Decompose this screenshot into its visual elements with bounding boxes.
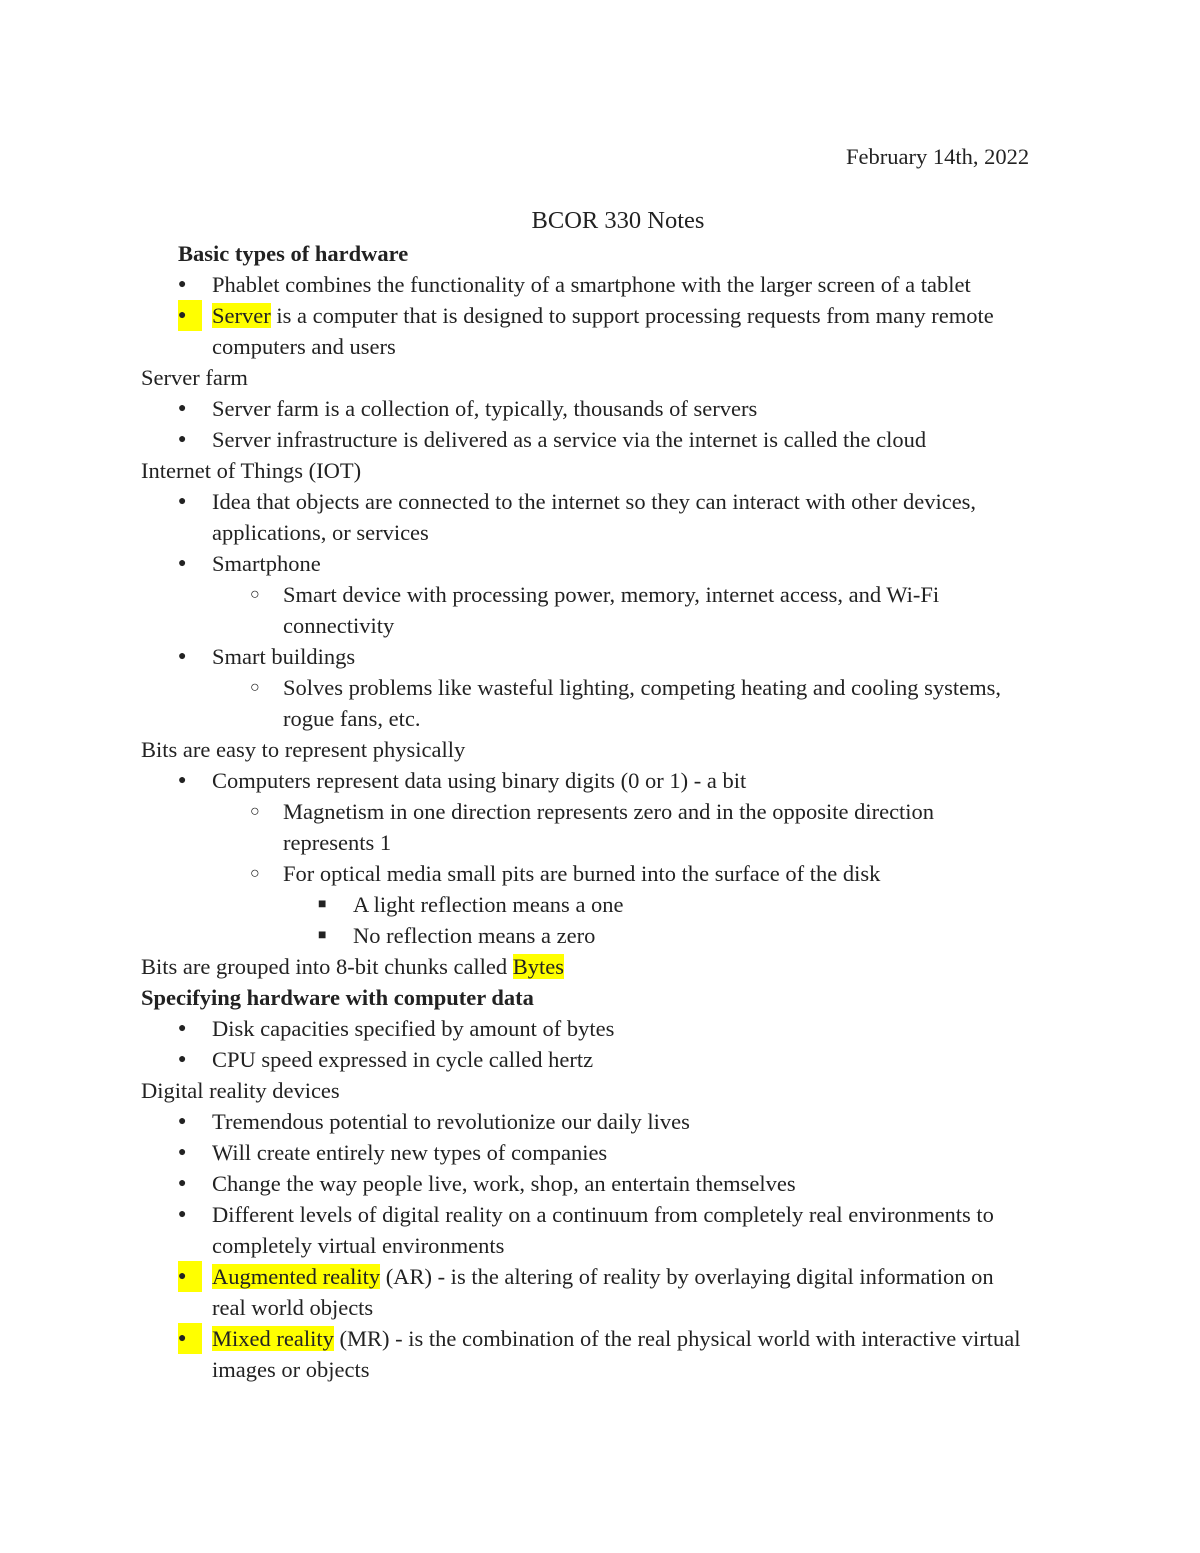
bullet-marker-icon: ● bbox=[178, 1323, 202, 1354]
line-text bbox=[212, 393, 757, 424]
bullet-marker-icon: ● bbox=[178, 1176, 187, 1191]
line-text bbox=[212, 641, 355, 672]
sub-bullet-item bbox=[141, 672, 1071, 703]
line-text-content: computers and users bbox=[212, 334, 396, 359]
line-text-content: Server farm is a collection of, typically, thousands of servers bbox=[212, 396, 758, 421]
line-text bbox=[141, 951, 564, 982]
line-text-content: Internet of Things (IOT) bbox=[141, 458, 362, 483]
line-text-content: images or objects bbox=[212, 1357, 370, 1382]
bullet-marker-icon: ● bbox=[178, 1114, 187, 1129]
bullet-item bbox=[141, 393, 1071, 424]
bullet-item bbox=[141, 765, 1071, 796]
line-text bbox=[212, 765, 746, 796]
bullet-item bbox=[141, 1044, 1071, 1075]
bullet-item bbox=[141, 269, 1071, 300]
topic-line bbox=[141, 951, 1071, 982]
bullet-marker-icon: ● bbox=[178, 401, 187, 416]
topic-line bbox=[141, 1075, 1071, 1106]
line-text-content: Smartphone bbox=[212, 551, 321, 576]
line-text bbox=[141, 982, 534, 1013]
line-text bbox=[283, 703, 420, 734]
bullet-marker-icon: ● bbox=[178, 1261, 202, 1292]
bullet-marker-icon: ● bbox=[178, 1145, 187, 1160]
bullet-item bbox=[141, 486, 1071, 517]
bullet-item-continuation bbox=[141, 1354, 1071, 1385]
line-text-content: No reflection means a zero bbox=[353, 923, 596, 948]
line-text-content: Idea that objects are connected to the internet so they can interact with other devices, bbox=[212, 489, 977, 514]
bullet-item bbox=[141, 300, 1071, 331]
line-text bbox=[283, 796, 934, 827]
line-text bbox=[283, 672, 1001, 703]
line-text-content: Disk capacities specified by amount of bytes bbox=[212, 1016, 615, 1041]
line-text-content: Server infrastructure is delivered as a service via the internet is called the cloud bbox=[212, 427, 927, 452]
line-text bbox=[353, 920, 595, 951]
line-text bbox=[283, 579, 939, 610]
line-text bbox=[212, 517, 429, 548]
line-text-content: rogue fans, etc. bbox=[283, 706, 421, 731]
bullet-marker-icon: ○ bbox=[250, 679, 260, 696]
bullet-marker-icon: ● bbox=[178, 649, 187, 664]
line-text-content: Change the way people live, work, shop, an entertain themselves bbox=[212, 1171, 796, 1196]
line-text bbox=[212, 1013, 614, 1044]
line-text bbox=[141, 1075, 340, 1106]
line-text bbox=[212, 1292, 373, 1323]
line-text bbox=[212, 424, 926, 455]
bullet-item bbox=[141, 424, 1071, 455]
line-text bbox=[212, 1199, 994, 1230]
line-text bbox=[212, 1137, 607, 1168]
bullet-marker-icon: ● bbox=[178, 494, 187, 509]
line-text bbox=[212, 1044, 593, 1075]
line-text-content: Specifying hardware with computer data bbox=[141, 985, 534, 1010]
topic-line bbox=[141, 455, 1071, 486]
line-text-content: Bits are grouped into 8-bit chunks called bbox=[141, 954, 513, 979]
line-text-content: (MR) - is the combination of the real physical world with interactive virtual bbox=[333, 1326, 1021, 1351]
bullet-marker-icon: ○ bbox=[250, 586, 260, 603]
bullet-marker-icon: ● bbox=[178, 556, 187, 571]
bullet-marker-icon: ● bbox=[178, 277, 187, 292]
line-text bbox=[212, 331, 396, 362]
line-text-content: Phablet combines the functionality of a smartphone with the larger screen of a tablet bbox=[212, 272, 971, 297]
bullet-item bbox=[141, 1013, 1071, 1044]
line-text bbox=[283, 858, 880, 889]
line-text bbox=[178, 238, 408, 269]
line-text-content: connectivity bbox=[283, 613, 395, 638]
line-text-content: (AR) - is the altering of reality by overlaying digital information on bbox=[380, 1264, 994, 1289]
sub-sub-bullet-item bbox=[141, 920, 1071, 951]
document-title: BCOR 330 Notes bbox=[531, 207, 705, 234]
line-text-content: represents 1 bbox=[283, 830, 392, 855]
sub-bullet-item-continuation bbox=[141, 703, 1071, 734]
section-heading bbox=[141, 238, 1071, 269]
line-text-content: A light reflection means a one bbox=[353, 892, 624, 917]
bullet-marker-icon: ● bbox=[178, 432, 187, 447]
bullet-item bbox=[141, 548, 1071, 579]
line-text-content: Smart device with processing power, memory, internet access, and Wi-Fi bbox=[283, 582, 940, 607]
line-text-content: Tremendous potential to revolutionize our daily lives bbox=[212, 1109, 690, 1134]
line-text bbox=[141, 455, 361, 486]
sub-sub-bullet-item bbox=[141, 889, 1071, 920]
bullet-item bbox=[141, 1323, 1071, 1354]
highlighted-term: Mixed reality bbox=[212, 1326, 334, 1351]
line-text bbox=[212, 1323, 1021, 1354]
line-text bbox=[141, 734, 465, 765]
line-text-content: Computers represent data using binary digits (0 or 1) - a bit bbox=[212, 768, 747, 793]
line-text-content: CPU speed expressed in cycle called hertz bbox=[212, 1047, 594, 1072]
bullet-item bbox=[141, 1137, 1071, 1168]
bullet-item bbox=[141, 1199, 1071, 1230]
bullet-marker-icon: ● bbox=[178, 1207, 187, 1222]
line-text bbox=[212, 1230, 504, 1261]
bullet-item-continuation bbox=[141, 1292, 1071, 1323]
line-text-content: Different levels of digital reality on a continuum from completely real environments to bbox=[212, 1202, 994, 1227]
line-text-content: Will create entirely new types of companies bbox=[212, 1140, 608, 1165]
line-text bbox=[212, 486, 976, 517]
line-text bbox=[212, 548, 321, 579]
bullet-item-continuation bbox=[141, 1230, 1071, 1261]
line-text bbox=[283, 827, 391, 858]
bullet-item bbox=[141, 1106, 1071, 1137]
line-text-content: is a computer that is designed to support processing requests from many remote bbox=[270, 303, 994, 328]
line-text bbox=[141, 362, 248, 393]
document-date: February 14th, 2022 bbox=[846, 144, 1030, 169]
line-text bbox=[283, 610, 394, 641]
sub-bullet-item bbox=[141, 796, 1071, 827]
line-text-content: For optical media small pits are burned into the surface of the disk bbox=[283, 861, 881, 886]
line-text-content: Server farm bbox=[141, 365, 248, 390]
line-text bbox=[212, 300, 994, 331]
highlighted-term: Server bbox=[212, 303, 271, 328]
line-text bbox=[212, 269, 971, 300]
bullet-marker-icon: ○ bbox=[250, 865, 260, 882]
line-text bbox=[212, 1261, 994, 1292]
topic-line bbox=[141, 362, 1071, 393]
line-text bbox=[212, 1106, 690, 1137]
topic-line bbox=[141, 734, 1071, 765]
highlighted-term: Augmented reality bbox=[212, 1264, 381, 1289]
bullet-marker-icon: ● bbox=[178, 773, 187, 788]
line-text-content: real world objects bbox=[212, 1295, 374, 1320]
bullet-item bbox=[141, 1168, 1071, 1199]
bullet-item-continuation bbox=[141, 331, 1071, 362]
line-text bbox=[212, 1168, 796, 1199]
bullet-marker-icon: ○ bbox=[250, 803, 260, 820]
line-text-content: Digital reality devices bbox=[141, 1078, 340, 1103]
bullet-item bbox=[141, 641, 1071, 672]
bullet-item-continuation bbox=[141, 517, 1071, 548]
bullet-marker-icon: ● bbox=[178, 1021, 187, 1036]
line-text bbox=[353, 889, 624, 920]
notes-body bbox=[141, 238, 1071, 1385]
line-text-content: Basic types of hardware bbox=[178, 241, 409, 266]
line-text bbox=[212, 1354, 369, 1385]
sub-bullet-item-continuation bbox=[141, 827, 1071, 858]
sub-bullet-item bbox=[141, 858, 1071, 889]
line-text-content: completely virtual environments bbox=[212, 1233, 505, 1258]
line-text-content: Solves problems like wasteful lighting, competing heating and cooling systems, bbox=[283, 675, 1002, 700]
highlighted-term: Bytes bbox=[512, 954, 565, 979]
bullet-marker-icon: ● bbox=[178, 300, 202, 331]
bullet-marker-icon: ■ bbox=[318, 928, 327, 943]
line-text-content: Magnetism in one direction represents zero and in the opposite direction bbox=[283, 799, 935, 824]
bullet-marker-icon: ■ bbox=[318, 897, 327, 912]
sub-bullet-item-continuation bbox=[141, 610, 1071, 641]
line-text-content: applications, or services bbox=[212, 520, 429, 545]
bullet-item bbox=[141, 1261, 1071, 1292]
line-text-content: Bits are easy to represent physically bbox=[141, 737, 466, 762]
section-heading bbox=[141, 982, 1071, 1013]
bullet-marker-icon: ● bbox=[178, 1052, 187, 1067]
sub-bullet-item bbox=[141, 579, 1071, 610]
line-text-content: Smart buildings bbox=[212, 644, 356, 669]
